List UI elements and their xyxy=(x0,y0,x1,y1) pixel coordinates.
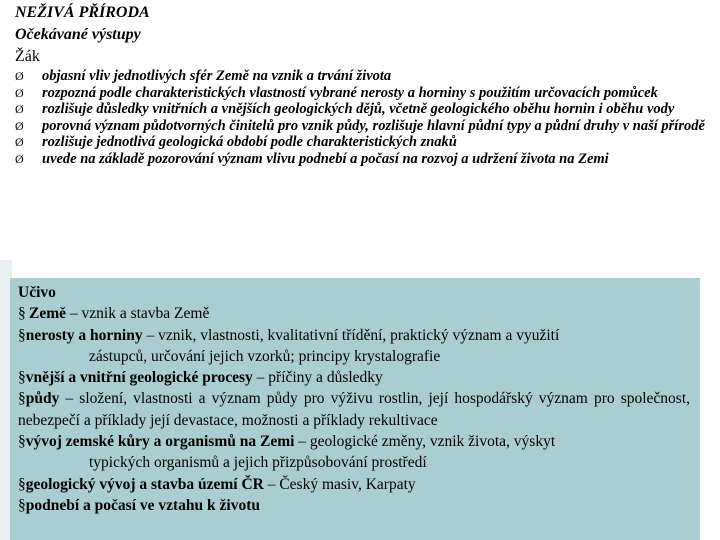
outcome-item: Ø rozpozná podle charakteristických vlastností vybrané nerosty a horniny s použitím určovacích pomůcek xyxy=(15,84,658,101)
curriculum-item: §vývoj zemské kůry a organismů na Zemi – geologické změny, vznik života, výskyt typických organismů a jejich přizpůsobování prostředí xyxy=(18,431,690,474)
outcome-item: Ø rozlišuje důsledky vnitřních a vnějších geologických dějů, včetně geologického oběhu hornin i oběhu vody xyxy=(15,101,675,118)
outcome-item: Ø uvede na základě pozorování význam vlivu podnebí a počasí na rozvoj a udržení života na Zemi xyxy=(15,150,609,167)
curriculum-item-continuation: typických organismů a jejich přizpůsobování prostředí xyxy=(89,454,427,472)
curriculum-item: §podnebí a počasí ve vztahu k životu xyxy=(18,496,261,514)
arrow-bullet-icon: Ø xyxy=(15,118,24,133)
outcome-item: Ø rozlišuje jednotlivá geologická období podle charakteristických znaků xyxy=(15,134,457,151)
section-marker-icon: § xyxy=(18,326,26,344)
pupil-label: Žák xyxy=(15,48,40,65)
arrow-bullet-icon: Ø xyxy=(15,135,24,150)
outcome-item: Ø objasní vliv jednotlivých sfér Země na vznik a trvání života xyxy=(15,68,392,84)
expected-outcomes-title: Očekávané výstupy xyxy=(15,26,141,43)
curriculum-item: § Země – vznik a stavba Země xyxy=(18,303,690,324)
outcomes-list xyxy=(15,68,705,168)
curriculum-item: §nerosty a horniny – vznik, vlastnosti, kvalitativní třídění, praktický význam a využití zástupců, určování jejich vzorků; principy krystalografie xyxy=(18,325,690,368)
curriculum-item: §vnější a vnitřní geologické procesy – příčiny a důsledky xyxy=(18,369,383,387)
outcome-item: Ø porovná význam půdotvorných činitelů pro vznik půdy, rozlišuje hlavní půdní typy a půdní druhy v naší přírodě xyxy=(15,117,705,134)
curriculum-item-continuation: zástupců, určování jejich vzorků; principy krystalografie xyxy=(89,347,441,365)
curriculum-item: §geologický vývoj a stavba území ČR – Český masiv, Karpaty xyxy=(18,475,416,493)
curriculum-item: §půdy – složení, vlastnosti a význam půdy pro výživu rostlin, její hospodářský význam pro společnost, nebezpečí a příklady její devastace, možnosti a příklady rekultivace xyxy=(18,390,690,429)
arrow-bullet-icon: Ø xyxy=(15,69,24,83)
curriculum-title: Učivo xyxy=(18,284,56,301)
section-marker-icon: § xyxy=(18,369,26,387)
arrow-bullet-icon: Ø xyxy=(15,85,24,100)
section-marker-icon: § xyxy=(18,433,26,451)
page-heading: NEŽIVÁ PŘÍRODA xyxy=(15,4,150,21)
section-marker-icon: § xyxy=(18,305,26,323)
section-marker-icon: § xyxy=(18,390,26,408)
section-marker-icon: § xyxy=(18,496,26,514)
section-marker-icon: § xyxy=(18,475,26,493)
curriculum-panel xyxy=(10,278,700,540)
outcomes-section xyxy=(15,0,705,168)
arrow-bullet-icon: Ø xyxy=(15,151,24,166)
arrow-bullet-icon: Ø xyxy=(15,102,24,117)
